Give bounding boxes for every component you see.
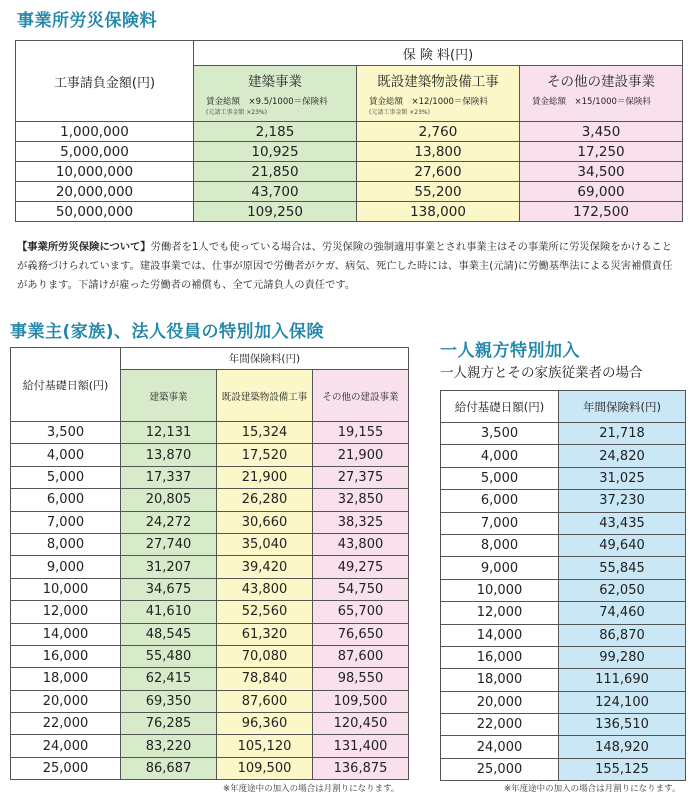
daily-benefit-cell: 25,000 [11,757,121,779]
table-row [441,534,686,556]
annual-premium-cell: 13,870 [121,444,217,466]
annual-premium-cell: 86,870 [559,624,686,646]
annual-premium-cell: 32,850 [313,489,409,511]
annual-premium-header: 年間保険料(円) [559,391,686,423]
annual-premium-cell: 21,718 [559,423,686,445]
column-note: (元請工事金額 ×23%) [206,109,267,116]
annual-premium-cell: 87,600 [313,645,409,667]
daily-benefit-cell: 20,000 [441,691,559,713]
premium-cell: 17,250 [520,142,683,162]
annual-premium-cell: 21,900 [217,466,313,488]
daily-benefit-cell: 9,000 [11,556,121,578]
table-row [11,623,409,645]
daily-benefit-cell: 5,000 [11,466,121,488]
one-person-table [440,390,686,781]
annual-premium-cell: 148,920 [559,736,686,758]
annual-premium-cell: 136,510 [559,714,686,736]
contract-amount-cell: 10,000,000 [16,162,194,182]
note-heading: 【事業所労災保険について】 [17,241,151,253]
annual-premium-cell: 12,131 [121,422,217,444]
table-row [16,142,683,162]
column-name: 建築事業 [248,74,302,90]
annual-premium-cell: 76,285 [121,713,217,735]
annual-premium-cell: 105,120 [217,735,313,757]
daily-benefit-cell: 4,000 [11,444,121,466]
annual-premium-cell: 61,320 [217,623,313,645]
annual-premium-cell: 21,900 [313,444,409,466]
annual-premium-cell: 83,220 [121,735,217,757]
daily-benefit-header: 給付基礎日額(円) [11,348,121,422]
annual-premium-cell: 87,600 [217,690,313,712]
table-row [11,713,409,735]
daily-benefit-cell: 10,000 [441,579,559,601]
table-row [11,422,409,444]
annual-premium-cell: 54,750 [313,578,409,600]
annual-premium-cell: 55,845 [559,557,686,579]
annual-premium-cell: 24,272 [121,511,217,533]
premium-cell: 43,700 [194,182,357,202]
table-row [441,512,686,534]
table-row [11,757,409,779]
daily-benefit-cell: 10,000 [11,578,121,600]
workplace-insurance-table [15,40,683,222]
annual-premium-cell: 96,360 [217,713,313,735]
daily-benefit-cell: 22,000 [441,714,559,736]
premium-header: 保 険 料(円) [194,41,683,66]
annual-premium-cell: 19,155 [313,422,409,444]
table-row [11,466,409,488]
annual-premium-cell: 136,875 [313,757,409,779]
column-header: 建築事業 [121,370,217,422]
premium-cell: 27,600 [357,162,520,182]
annual-premium-cell: 41,610 [121,601,217,623]
annual-premium-cell: 37,230 [559,490,686,512]
annual-premium-cell: 43,435 [559,512,686,534]
annual-premium-cell: 31,207 [121,556,217,578]
daily-benefit-cell: 6,000 [441,490,559,512]
premium-cell: 34,500 [520,162,683,182]
section-title-workplace-insurance: 事業所労災保険料 [17,11,157,31]
daily-benefit-cell: 14,000 [441,624,559,646]
table-row [11,511,409,533]
annual-premium-cell: 35,040 [217,533,313,555]
table-row [441,714,686,736]
annual-premium-cell: 109,500 [313,690,409,712]
contract-amount-cell: 20,000,000 [16,182,194,202]
annual-premium-cell: 43,800 [313,533,409,555]
premium-cell: 3,450 [520,122,683,142]
table-row [11,645,409,667]
premium-cell: 109,250 [194,202,357,222]
annual-premium-cell: 34,675 [121,578,217,600]
daily-benefit-cell: 22,000 [11,713,121,735]
premium-cell: 69,000 [520,182,683,202]
column-name: その他の建設事業 [547,74,656,90]
annual-premium-cell: 55,480 [121,645,217,667]
column-header [194,66,357,122]
annual-premium-cell: 69,350 [121,690,217,712]
contract-amount-cell: 1,000,000 [16,122,194,142]
annual-premium-cell: 17,520 [217,444,313,466]
daily-benefit-cell: 3,500 [441,423,559,445]
table-row [11,489,409,511]
column-formula: 賃金総額 ×9.5/1000＝保険料 [206,97,328,107]
annual-premium-cell: 30,660 [217,511,313,533]
annual-premium-cell: 27,375 [313,466,409,488]
premium-cell: 13,800 [357,142,520,162]
contract-amount-cell: 50,000,000 [16,202,194,222]
special-enrollment-table [10,347,409,780]
table-row [441,624,686,646]
daily-benefit-cell: 4,000 [441,445,559,467]
daily-benefit-header: 給付基礎日額(円) [441,391,559,423]
special-enrollment-footnote: ※年度途中の加入の場合は月割りになります。 [223,784,400,794]
annual-premium-cell: 15,324 [217,422,313,444]
column-header [520,66,683,122]
annual-premium-cell: 43,800 [217,578,313,600]
daily-benefit-cell: 20,000 [11,690,121,712]
annual-premium-cell: 39,420 [217,556,313,578]
table-row [16,202,683,222]
annual-premium-cell: 109,500 [217,757,313,779]
daily-benefit-cell: 18,000 [11,668,121,690]
annual-premium-cell: 38,325 [313,511,409,533]
daily-benefit-cell: 16,000 [11,645,121,667]
table-row [441,445,686,467]
premium-cell: 172,500 [520,202,683,222]
table-row [11,735,409,757]
annual-premium-cell: 86,687 [121,757,217,779]
table-row [441,490,686,512]
table-row [441,758,686,780]
daily-benefit-cell: 12,000 [441,602,559,624]
annual-premium-cell: 155,125 [559,758,686,780]
column-header: その他の建設事業 [313,370,409,422]
table-row [441,579,686,601]
annual-premium-cell: 49,640 [559,534,686,556]
daily-benefit-cell: 9,000 [441,557,559,579]
table-row [441,736,686,758]
daily-benefit-cell: 8,000 [441,534,559,556]
section-title-one-person: 一人親方特別加入 [440,341,580,361]
annual-premium-cell: 120,450 [313,713,409,735]
annual-premium-cell: 24,820 [559,445,686,467]
table-row [441,467,686,489]
table-row [16,182,683,202]
column-formula: 賃金総額 ×15/1000＝保険料 [532,97,651,107]
table-row [11,668,409,690]
table-row [441,646,686,668]
table-row [441,669,686,691]
premium-cell: 138,000 [357,202,520,222]
workplace-insurance-note [17,238,682,295]
annual-premium-cell: 31,025 [559,467,686,489]
table-row [16,122,683,142]
table-row [441,557,686,579]
table-row [11,556,409,578]
daily-benefit-cell: 3,500 [11,422,121,444]
column-name: 既設建築物設備工事 [377,74,499,90]
annual-premium-cell: 27,740 [121,533,217,555]
daily-benefit-cell: 25,000 [441,758,559,780]
contract-amount-header: 工事請負金額(円) [16,41,194,122]
table-row [11,533,409,555]
annual-premium-cell: 98,550 [313,668,409,690]
annual-premium-cell: 20,805 [121,489,217,511]
table-row [441,423,686,445]
table-row [11,578,409,600]
annual-premium-cell: 99,280 [559,646,686,668]
daily-benefit-cell: 7,000 [441,512,559,534]
premium-cell: 21,850 [194,162,357,182]
one-person-footnote: ※年度途中の加入の場合は月割りになります。 [504,784,681,794]
annual-premium-cell: 62,050 [559,579,686,601]
table-row [441,602,686,624]
column-header: 既設建築物設備工事 [217,370,313,422]
column-header [357,66,520,122]
annual-premium-cell: 74,460 [559,602,686,624]
annual-premium-cell: 131,400 [313,735,409,757]
annual-premium-cell: 48,545 [121,623,217,645]
annual-premium-cell: 26,280 [217,489,313,511]
table-row [11,601,409,623]
annual-premium-cell: 65,700 [313,601,409,623]
section-title-special-enrollment: 事業主(家族)、法人役員の特別加入保険 [10,322,325,342]
daily-benefit-cell: 24,000 [441,736,559,758]
table-row [441,691,686,713]
note-body: 労働者を1人でも使っている場合は、労災保険の強制適用事業とされ事業主はその事業所に労災保険をかけることが義務づけられています。建設事業では、仕事が原因で労働者がケガ、病気、死亡した時には、事業主(元請)に労働基準法による災害補償責任があります。下請けが雇った労働者の補償も、全て元請負人の責任です。 [17,241,673,291]
annual-premium-cell: 111,690 [559,669,686,691]
premium-cell: 2,185 [194,122,357,142]
column-note: (元請工事金額 ×23%) [369,109,430,116]
premium-cell: 10,925 [194,142,357,162]
annual-premium-cell: 70,080 [217,645,313,667]
contract-amount-cell: 5,000,000 [16,142,194,162]
annual-premium-cell: 124,100 [559,691,686,713]
daily-benefit-cell: 7,000 [11,511,121,533]
daily-benefit-cell: 5,000 [441,467,559,489]
daily-benefit-cell: 18,000 [441,669,559,691]
annual-premium-header: 年間保険料(円) [121,348,409,370]
daily-benefit-cell: 8,000 [11,533,121,555]
daily-benefit-cell: 16,000 [441,646,559,668]
table-row [16,162,683,182]
daily-benefit-cell: 24,000 [11,735,121,757]
daily-benefit-cell: 12,000 [11,601,121,623]
annual-premium-cell: 17,337 [121,466,217,488]
premium-cell: 2,760 [357,122,520,142]
premium-cell: 55,200 [357,182,520,202]
table-row [11,690,409,712]
annual-premium-cell: 78,840 [217,668,313,690]
annual-premium-cell: 76,650 [313,623,409,645]
annual-premium-cell: 49,275 [313,556,409,578]
table-row [11,444,409,466]
one-person-subtitle: 一人親方とその家族従業者の場合 [440,365,643,381]
daily-benefit-cell: 14,000 [11,623,121,645]
daily-benefit-cell: 6,000 [11,489,121,511]
annual-premium-cell: 62,415 [121,668,217,690]
annual-premium-cell: 52,560 [217,601,313,623]
column-formula: 賃金総額 ×12/1000＝保険料 [369,97,488,107]
